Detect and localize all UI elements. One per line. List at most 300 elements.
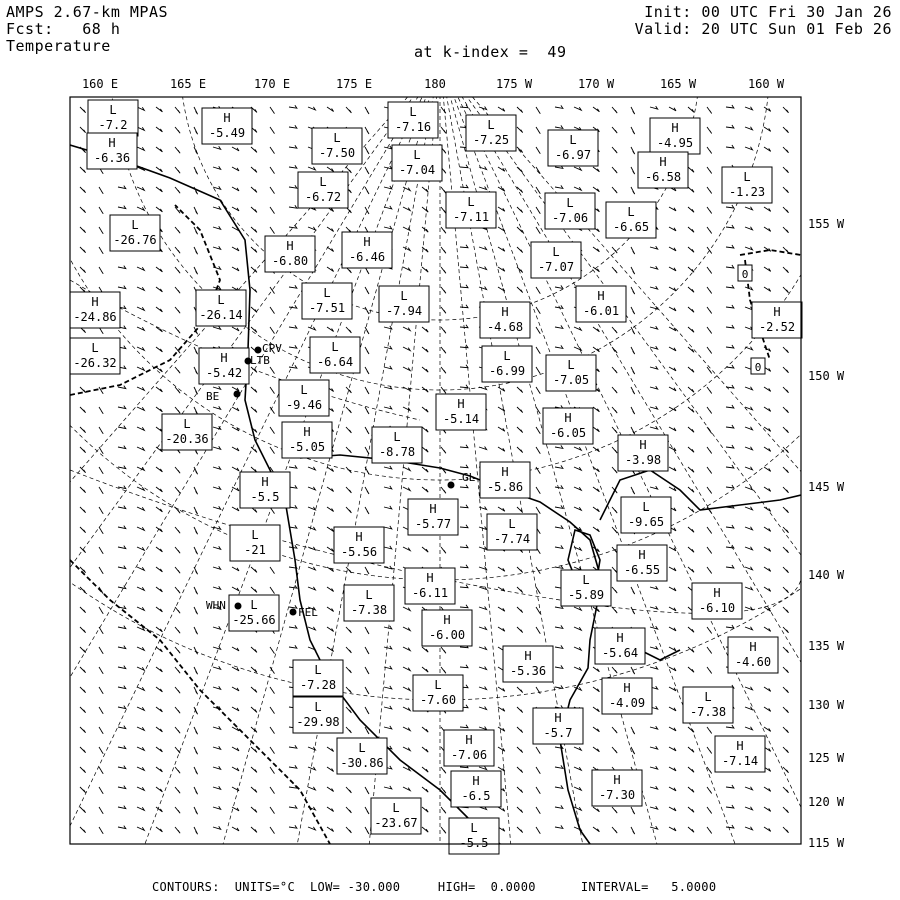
wind-barb: [707, 667, 712, 674]
wind-barb: [403, 687, 410, 691]
wind-barb: [99, 647, 103, 654]
extremum-label: [480, 462, 530, 498]
wind-barb: [289, 345, 297, 348]
wind-barb: [745, 787, 753, 790]
wind-barb: [745, 807, 753, 810]
extremum-value: -7.05: [552, 373, 590, 387]
wind-barb: [156, 167, 162, 172]
extremum-label: [405, 568, 455, 604]
wind-barb: [479, 627, 487, 630]
wind-barb: [232, 167, 239, 171]
wind-barb: [156, 367, 162, 372]
wind-barb: [194, 207, 198, 214]
wind-barb: [745, 627, 753, 630]
wind-barb: [612, 187, 617, 193]
top-lon-label: 165 E: [169, 77, 207, 91]
wind-barb: [232, 827, 239, 831]
wind-barb: [574, 487, 581, 490]
wind-barb: [365, 307, 369, 314]
extremum-value: -6.58: [644, 170, 682, 184]
level-label: at k-index = 49: [414, 43, 567, 61]
wind-barb: [118, 806, 126, 809]
wind-barb: [593, 247, 599, 252]
wind-barb: [669, 767, 676, 771]
wind-barb: [137, 787, 144, 790]
wind-barb: [213, 426, 221, 429]
extremum-label: [595, 628, 645, 664]
wind-barb: [232, 767, 239, 771]
wind-barb: [118, 786, 126, 789]
wind-barb: [99, 827, 103, 834]
wind-barb: [669, 227, 676, 231]
wind-barb: [726, 265, 734, 268]
wind-barb: [536, 327, 540, 334]
wind-barb: [650, 486, 658, 489]
wind-barb: [441, 227, 446, 233]
wind-barb: [764, 267, 771, 271]
wind-barb: [688, 447, 694, 452]
wind-barb: [574, 187, 581, 190]
wind-barb: [156, 647, 162, 652]
extremum-label: [683, 687, 733, 723]
wind-barb: [270, 327, 275, 334]
wind-barb: [156, 207, 162, 212]
wind-barb: [498, 287, 505, 291]
wind-barb: [156, 307, 162, 312]
extremum-value: -5.42: [205, 366, 243, 380]
wind-barb: [251, 747, 257, 752]
wind-barb: [308, 327, 315, 330]
extremum-label: [751, 358, 765, 374]
wind-barb: [555, 325, 563, 328]
wind-barb: [137, 587, 144, 590]
wind-barb: [422, 187, 428, 192]
wind-barb: [137, 727, 144, 730]
wind-barb: [745, 147, 753, 150]
wind-barb: [194, 587, 198, 594]
extremum-label: [240, 472, 290, 508]
wind-barb: [593, 107, 599, 112]
wind-barb: [403, 667, 410, 671]
extremum-type: L: [567, 358, 575, 372]
wind-barb: [270, 767, 275, 774]
wind-barb: [783, 287, 789, 293]
extremum-type: L: [319, 175, 327, 189]
wind-barb: [783, 827, 789, 833]
wind-barb: [80, 827, 86, 833]
extremum-value: -5.05: [288, 440, 326, 454]
wind-barb: [270, 207, 275, 214]
wind-barb: [137, 387, 144, 390]
wind-barb: [118, 286, 126, 289]
wind-barb: [213, 566, 221, 569]
wind-barb: [270, 127, 275, 134]
wind-barb: [593, 447, 599, 452]
wind-barb: [460, 725, 468, 728]
wind-barb: [327, 807, 334, 812]
extremum-label: [451, 771, 501, 807]
wind-barb: [232, 707, 239, 711]
extremum-label: [392, 145, 442, 181]
wind-barb: [175, 507, 180, 513]
wind-barb: [783, 227, 789, 233]
extremum-type: L: [400, 289, 408, 303]
wind-barb: [308, 527, 315, 530]
wind-barb: [593, 687, 599, 692]
wind-barb: [479, 687, 487, 690]
extremum-value: 0: [754, 361, 762, 374]
extremum-value: -7.50: [318, 146, 356, 160]
extremum-label: [87, 133, 137, 169]
wind-barb: [175, 787, 180, 793]
wind-barb: [460, 445, 468, 448]
ice-shelf-edge-line: [70, 560, 330, 844]
wind-barb: [669, 287, 676, 291]
wind-barb: [669, 367, 676, 371]
extremum-value: -7.94: [385, 304, 423, 318]
wind-barb: [783, 707, 789, 713]
top-lon-label: 160 E: [81, 77, 119, 91]
wind-barb: [631, 407, 635, 414]
extremum-label: [344, 585, 394, 621]
wind-barb: [365, 367, 369, 374]
wind-barb: [213, 226, 221, 229]
wind-barb: [403, 207, 410, 211]
extremum-type: L: [552, 245, 560, 259]
extremum-value: -7.51: [308, 301, 346, 315]
wind-barb: [669, 327, 676, 331]
wind-barb: [346, 807, 351, 813]
extremum-value: -23.67: [374, 816, 418, 830]
wind-barb: [441, 367, 446, 373]
wind-barb: [99, 807, 103, 814]
extremum-type: H: [501, 305, 509, 319]
wind-barb: [80, 667, 86, 673]
wind-barb: [536, 807, 540, 814]
wind-barb: [403, 487, 410, 491]
wind-barb: [669, 707, 676, 711]
extremum-type: H: [638, 548, 646, 562]
wind-barb: [669, 107, 676, 111]
extremum-type: L: [300, 383, 308, 397]
wind-barb: [99, 207, 103, 214]
wind-barb: [555, 825, 563, 828]
extremum-label: [466, 115, 516, 151]
wind-barb: [422, 767, 428, 772]
wind-barb: [232, 747, 239, 751]
wind-barb: [365, 627, 369, 634]
extremum-type: L: [582, 573, 590, 587]
wind-barb: [99, 187, 103, 194]
wind-barb: [384, 406, 392, 409]
wind-barb: [612, 347, 617, 353]
wind-barb: [80, 687, 86, 693]
wind-barb: [403, 267, 410, 271]
wind-barb: [745, 247, 753, 250]
wind-barb: [365, 807, 369, 814]
wind-barb: [175, 387, 180, 393]
wind-barb: [631, 727, 635, 734]
wind-barb: [745, 587, 753, 590]
wind-barb: [726, 105, 734, 108]
wind-barb: [593, 707, 599, 712]
wind-barb: [517, 587, 523, 593]
wind-barb: [403, 787, 410, 791]
extremum-label: [503, 646, 553, 682]
wind-barb: [232, 147, 239, 151]
wind-barb: [175, 327, 180, 333]
wind-barb: [80, 227, 86, 233]
wind-barb: [156, 127, 162, 132]
extremum-label: [487, 514, 537, 550]
extremum-value: -26.32: [73, 356, 117, 370]
extremum-label: [533, 708, 583, 744]
extremum-value: -8.78: [378, 445, 416, 459]
wind-barb: [764, 727, 771, 731]
wind-barb: [783, 787, 789, 793]
wind-barb: [726, 285, 734, 288]
wind-barb: [213, 806, 221, 809]
field-name: Temperature: [6, 37, 111, 55]
wind-barb: [574, 667, 581, 670]
wind-barb: [574, 107, 581, 110]
wind-barb: [251, 327, 257, 332]
wind-barb: [517, 827, 523, 833]
wind-barb: [574, 787, 581, 790]
wind-barb: [175, 627, 180, 633]
wind-barb: [707, 567, 712, 574]
wind-barb: [422, 487, 428, 492]
wind-barb: [137, 287, 144, 290]
wind-barb: [517, 687, 523, 693]
wind-barb: [270, 567, 275, 574]
wind-barb: [764, 107, 771, 111]
wind-barb: [232, 387, 239, 391]
wind-barb: [156, 267, 162, 272]
wind-barb: [232, 447, 239, 451]
top-lon-label: 160 W: [747, 77, 785, 91]
wind-barb: [612, 327, 617, 333]
wind-barb: [669, 647, 676, 651]
wind-barb: [365, 187, 369, 194]
wind-barb: [137, 407, 144, 410]
wind-barb: [175, 147, 180, 153]
wind-barb: [536, 387, 540, 394]
wind-barb: [536, 367, 540, 374]
wind-barb: [99, 467, 103, 474]
extremum-label: [715, 736, 765, 772]
wind-barb: [707, 307, 712, 314]
wind-barb: [232, 427, 239, 431]
wind-barb: [175, 607, 180, 613]
wind-barb: [555, 185, 563, 188]
wind-barb: [80, 527, 86, 533]
station-label: CPV: [262, 342, 282, 355]
wind-barb: [707, 187, 712, 194]
top-lon-label: 170 W: [577, 77, 615, 91]
wind-barb: [517, 727, 523, 733]
wind-barb: [555, 805, 563, 808]
wind-barb: [726, 545, 734, 548]
wind-barb: [517, 807, 523, 813]
wind-barb: [460, 585, 468, 588]
wind-barb: [688, 367, 694, 372]
wind-barb: [99, 447, 103, 454]
wind-barb: [346, 827, 351, 833]
wind-barb: [764, 807, 771, 811]
wind-barb: [365, 127, 369, 134]
wind-barb: [194, 127, 198, 134]
wind-barb: [175, 367, 180, 373]
wind-barb: [631, 247, 635, 254]
wind-barb: [517, 247, 523, 253]
wind-barb: [441, 267, 446, 273]
wind-barb: [479, 707, 487, 710]
wind-barb: [99, 487, 103, 494]
extremum-label: [413, 675, 463, 711]
wind-barb: [289, 305, 297, 308]
wind-barb: [612, 807, 617, 813]
wind-barb: [441, 667, 446, 673]
extremum-type: H: [426, 571, 434, 585]
wind-barb: [783, 747, 789, 753]
wind-barb: [289, 585, 297, 588]
wind-barb: [251, 207, 257, 212]
wind-barb: [726, 485, 734, 488]
wind-barb: [593, 727, 599, 732]
wind-barb: [688, 107, 694, 112]
wind-barb: [118, 466, 126, 469]
extremum-type: L: [251, 528, 259, 542]
wind-barb: [498, 107, 505, 111]
extremum-label: [752, 302, 802, 338]
wind-barb: [669, 567, 676, 571]
valid-time: Valid: 20 UTC Sun 01 Feb 26: [634, 20, 892, 38]
wind-barb: [213, 546, 221, 549]
wind-barb: [631, 487, 635, 494]
wind-barb: [650, 806, 658, 809]
wind-barb: [80, 807, 86, 813]
wind-barb: [726, 345, 734, 348]
wind-barb: [555, 505, 563, 508]
wind-barb: [384, 186, 392, 189]
wind-barb: [745, 507, 753, 510]
wind-barb: [118, 406, 126, 409]
wind-barb: [460, 265, 468, 268]
wind-barb: [517, 707, 523, 713]
wind-barb: [156, 687, 162, 692]
extremum-label: [618, 435, 668, 471]
extremum-label: [312, 128, 362, 164]
extremum-type: H: [501, 465, 509, 479]
wind-barb: [194, 627, 198, 634]
wind-barb: [688, 827, 694, 832]
wind-barb: [669, 627, 676, 631]
wind-barb: [118, 186, 126, 189]
wind-barb: [156, 627, 162, 632]
wind-barb: [194, 347, 198, 354]
wind-barb: [669, 727, 676, 731]
extremum-value: -24.86: [73, 310, 117, 324]
wind-barb: [764, 147, 771, 151]
wind-barb: [783, 107, 789, 113]
wind-barb: [308, 767, 315, 770]
wind-barb: [251, 667, 257, 672]
wind-barb: [403, 347, 410, 351]
wind-barb: [498, 267, 505, 271]
wind-barb: [669, 827, 676, 831]
extremum-type: H: [465, 733, 473, 747]
extremum-value: -5.49: [208, 126, 246, 140]
wind-barb: [137, 527, 144, 530]
extremum-type: H: [639, 438, 647, 452]
wind-barb: [650, 666, 658, 669]
extremum-value: -7.06: [551, 211, 589, 225]
station-label: WHN: [206, 599, 226, 612]
wind-barb: [403, 627, 410, 631]
wind-barb: [783, 587, 789, 593]
wind-barb: [365, 707, 369, 714]
right-lon-label: 120 W: [808, 795, 845, 809]
wind-barb: [422, 347, 428, 352]
wind-barb: [555, 465, 563, 468]
wind-barb: [251, 807, 257, 812]
wind-barb: [745, 707, 753, 710]
wind-barb: [783, 567, 789, 573]
wind-barb: [308, 567, 315, 570]
wind-barb: [346, 467, 351, 473]
wind-barb: [384, 366, 392, 369]
wind-barb: [213, 746, 221, 749]
wind-barb: [156, 507, 162, 512]
contour-info: CONTOURS: UNITS=°C LOW= -30.000 HIGH= 0.0000 INTERVAL= 5.0000: [152, 880, 717, 894]
wind-barb: [194, 607, 198, 614]
wind-barb: [631, 287, 635, 294]
wind-barb: [118, 526, 126, 529]
extremum-value: -6.55: [623, 563, 661, 577]
station-label: GL: [462, 471, 476, 484]
wind-barb: [270, 787, 275, 794]
station-dot: [448, 482, 455, 489]
extremum-value: -6.11: [411, 586, 449, 600]
wind-barb: [175, 727, 180, 733]
wind-barb: [441, 347, 446, 353]
wind-barb: [99, 227, 103, 234]
wind-barb: [517, 187, 523, 193]
wind-barb: [365, 667, 369, 674]
wind-barb: [441, 767, 446, 773]
wind-barb: [669, 747, 676, 751]
wind-barb: [384, 386, 392, 389]
wind-barb: [783, 627, 789, 633]
wind-barb: [460, 185, 468, 188]
extremum-value: -7.16: [394, 120, 432, 134]
wind-barb: [156, 107, 162, 112]
wind-barb: [517, 607, 523, 613]
wind-barb: [99, 507, 103, 514]
wind-barb: [631, 367, 635, 374]
wind-barb: [612, 107, 617, 113]
wind-barb: [745, 127, 753, 130]
wind-barb: [498, 407, 505, 411]
wind-barb: [498, 727, 505, 731]
wind-barb: [251, 147, 257, 152]
wind-barb: [574, 747, 581, 750]
extremum-value: -7.04: [398, 163, 436, 177]
extremum-type: H: [659, 155, 667, 169]
wind-barb: [194, 547, 198, 554]
extremum-type: H: [472, 774, 480, 788]
